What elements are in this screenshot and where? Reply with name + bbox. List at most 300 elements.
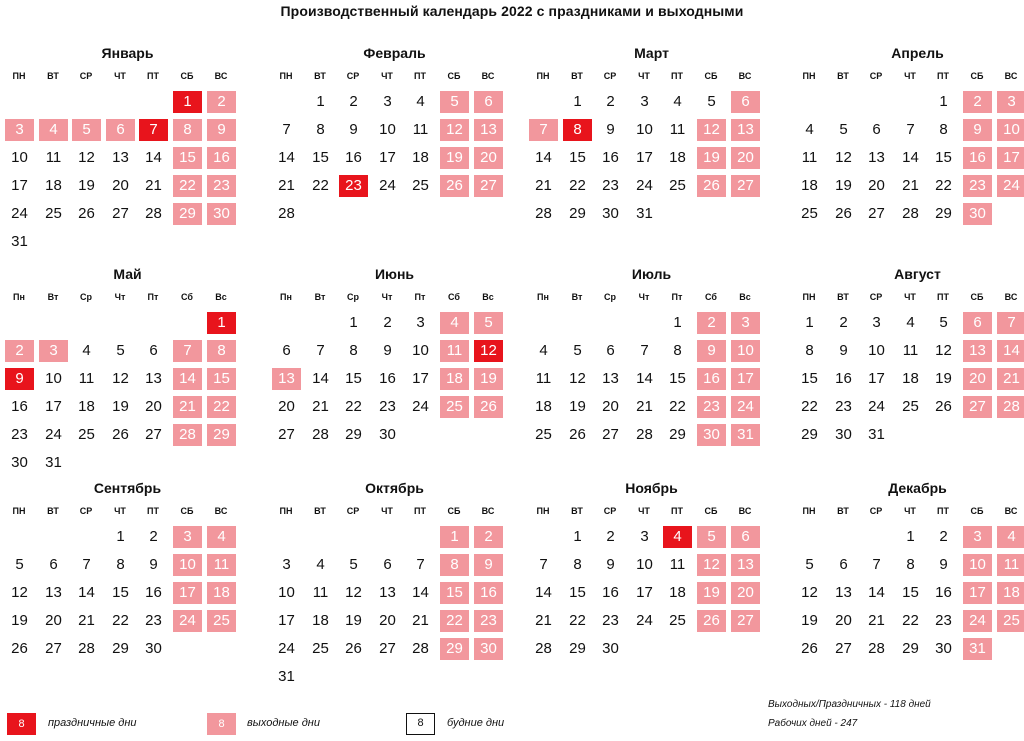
weekday-header: ПН	[802, 292, 816, 302]
day-cell-workday: 30	[145, 640, 162, 657]
day-cell-workday: 18	[45, 177, 62, 194]
day-cell-weekend: 13	[272, 368, 301, 390]
day-cell-workday: 14	[535, 584, 552, 601]
day-cell-workday: 7	[539, 556, 548, 573]
day-cell-workday: 19	[78, 177, 95, 194]
weekday-header: СБ	[447, 506, 461, 516]
day-cell-workday: 13	[112, 149, 129, 166]
day-cell-workday: 14	[535, 149, 552, 166]
day-cell-workday: 9	[149, 556, 158, 573]
weekday-header: Сб	[181, 292, 193, 302]
day-cell-workday: 12	[112, 370, 129, 387]
day-cell-workday: 11	[669, 556, 686, 573]
weekday-header: ПН	[802, 506, 816, 516]
day-cell-workday: 25	[78, 426, 95, 443]
day-cell-weekend: 29	[207, 424, 236, 446]
weekday-header: СБ	[447, 71, 461, 81]
legend-holiday-label: праздничные дни	[48, 717, 137, 729]
month-block	[795, 480, 1024, 700]
weekday-header: СБ	[180, 71, 194, 81]
day-cell-workday: 31	[278, 668, 295, 685]
day-cell-workday: 7	[316, 342, 325, 359]
day-cell-weekend: 6	[474, 91, 503, 113]
weekday-header: Пт	[414, 292, 426, 302]
day-cell-weekend: 10	[731, 340, 760, 362]
weekday-header: СБ	[970, 71, 984, 81]
day-cell-workday: 10	[412, 342, 429, 359]
day-cell-workday: 11	[902, 342, 919, 359]
day-cell-workday: 8	[939, 121, 948, 138]
day-cell-workday: 5	[116, 342, 125, 359]
day-cell-weekend: 3	[997, 91, 1024, 113]
day-cell-workday: 26	[835, 205, 852, 222]
day-cell-workday: 2	[606, 93, 615, 110]
day-cell-weekend: 21	[173, 396, 202, 418]
day-cell-workday: 15	[569, 584, 586, 601]
day-cell-workday: 18	[669, 584, 686, 601]
day-cell-workday: 12	[569, 370, 586, 387]
weekday-header: Чт	[114, 292, 126, 302]
day-cell-weekend: 17	[173, 582, 202, 604]
day-cell-workday: 19	[935, 370, 952, 387]
day-cell-weekend: 19	[474, 368, 503, 390]
day-cell-holiday: 12	[474, 340, 503, 362]
weekday-header: ПН	[536, 71, 550, 81]
day-cell-workday: 24	[379, 177, 396, 194]
day-cell-workday: 21	[312, 398, 329, 415]
weekday-header: СР	[603, 71, 617, 81]
day-cell-workday: 24	[11, 205, 28, 222]
weekday-header: СБ	[704, 506, 718, 516]
day-cell-weekend: 24	[963, 610, 992, 632]
day-cell-workday: 28	[535, 205, 552, 222]
day-cell-workday: 1	[939, 93, 948, 110]
day-cell-holiday: 8	[563, 119, 592, 141]
day-cell-workday: 15	[569, 149, 586, 166]
day-cell-workday: 1	[573, 528, 582, 545]
day-cell-workday: 12	[78, 149, 95, 166]
day-cell-weekend: 29	[173, 203, 202, 225]
weekday-header: ВТ	[571, 506, 583, 516]
day-cell-weekend: 23	[697, 396, 726, 418]
weekday-header: ВТ	[314, 506, 326, 516]
weekday-header: ВС	[214, 71, 228, 81]
day-cell-workday: 5	[349, 556, 358, 573]
weekday-header: ПН	[536, 506, 550, 516]
day-cell-weekend: 7	[529, 119, 558, 141]
day-cell-workday: 17	[412, 370, 429, 387]
day-cell-weekend: 24	[997, 175, 1024, 197]
weekday-header: СР	[869, 71, 883, 81]
day-cell-workday: 10	[868, 342, 885, 359]
day-cell-workday: 25	[412, 177, 429, 194]
day-cell-workday: 19	[11, 612, 28, 629]
weekday-header: Сб	[448, 292, 460, 302]
day-cell-weekend: 8	[173, 119, 202, 141]
day-cell-weekend: 7	[997, 312, 1024, 334]
day-cell-workday: 20	[379, 612, 396, 629]
month-name: Ноябрь	[625, 480, 678, 496]
weekday-header: ПТ	[937, 292, 949, 302]
day-cell-weekend: 16	[697, 368, 726, 390]
day-cell-weekend: 2	[474, 526, 503, 548]
day-cell-weekend: 22	[207, 396, 236, 418]
day-cell-workday: 2	[349, 93, 358, 110]
day-cell-workday: 29	[935, 205, 952, 222]
day-cell-workday: 20	[278, 398, 295, 415]
day-cell-workday: 20	[835, 612, 852, 629]
day-cell-holiday: 1	[207, 312, 236, 334]
day-cell-workday: 27	[45, 640, 62, 657]
weekday-header: ВС	[1004, 71, 1018, 81]
day-cell-workday: 21	[868, 612, 885, 629]
weekday-header: ВТ	[314, 71, 326, 81]
day-cell-workday: 23	[935, 612, 952, 629]
day-cell-weekend: 18	[207, 582, 236, 604]
day-cell-workday: 11	[45, 149, 62, 166]
day-cell-workday: 17	[868, 370, 885, 387]
weekday-header: ПТ	[671, 506, 683, 516]
day-cell-workday: 2	[149, 528, 158, 545]
day-cell-workday: 29	[345, 426, 362, 443]
day-cell-weekend: 4	[39, 119, 68, 141]
weekday-header: Пн	[537, 292, 549, 302]
day-cell-workday: 2	[383, 314, 392, 331]
day-cell-weekend: 20	[731, 147, 760, 169]
day-cell-workday: 21	[78, 612, 95, 629]
day-cell-workday: 11	[412, 121, 429, 138]
weekday-header: ПН	[279, 71, 293, 81]
day-cell-workday: 18	[78, 398, 95, 415]
day-cell-workday: 13	[835, 584, 852, 601]
day-cell-workday: 6	[282, 342, 291, 359]
day-cell-weekend: 20	[963, 368, 992, 390]
weekday-header: ПН	[279, 506, 293, 516]
day-cell-workday: 4	[82, 342, 91, 359]
day-cell-workday: 16	[935, 584, 952, 601]
day-cell-workday: 1	[116, 528, 125, 545]
day-cell-workday: 20	[602, 398, 619, 415]
day-cell-workday: 7	[82, 556, 91, 573]
day-cell-workday: 21	[412, 612, 429, 629]
day-cell-workday: 5	[707, 93, 716, 110]
day-cell-weekend: 29	[440, 638, 469, 660]
day-cell-holiday: 7	[139, 119, 168, 141]
day-cell-weekend: 9	[963, 119, 992, 141]
day-cell-workday: 19	[569, 398, 586, 415]
day-cell-workday: 28	[535, 640, 552, 657]
day-cell-workday: 1	[906, 528, 915, 545]
day-cell-workday: 14	[412, 584, 429, 601]
weekday-header: СР	[869, 506, 883, 516]
weekday-header: СР	[79, 506, 93, 516]
day-cell-weekend: 7	[173, 340, 202, 362]
day-cell-workday: 22	[569, 612, 586, 629]
day-cell-weekend: 2	[5, 340, 34, 362]
weekday-header: ПТ	[414, 71, 426, 81]
day-cell-workday: 15	[801, 370, 818, 387]
day-cell-workday: 9	[606, 121, 615, 138]
day-cell-workday: 29	[669, 426, 686, 443]
page-title: Производственный календарь 2022 с праздниками и выходными	[280, 3, 744, 19]
weekday-header: ЧТ	[638, 71, 650, 81]
day-cell-weekend: 15	[173, 147, 202, 169]
day-cell-workday: 17	[636, 149, 653, 166]
weekday-header: ВС	[738, 71, 752, 81]
weekday-header: ЧТ	[638, 506, 650, 516]
day-cell-workday: 11	[801, 149, 818, 166]
day-cell-workday: 28	[145, 205, 162, 222]
day-cell-workday: 3	[282, 556, 291, 573]
day-cell-workday: 27	[868, 205, 885, 222]
day-cell-weekend: 4	[440, 312, 469, 334]
day-cell-workday: 1	[573, 93, 582, 110]
weekday-header: ВТ	[47, 71, 59, 81]
day-cell-workday: 14	[278, 149, 295, 166]
day-cell-workday: 9	[383, 342, 392, 359]
day-cell-workday: 29	[112, 640, 129, 657]
day-cell-weekend: 23	[963, 175, 992, 197]
day-cell-workday: 25	[669, 612, 686, 629]
day-cell-weekend: 14	[997, 340, 1024, 362]
day-cell-weekend: 13	[963, 340, 992, 362]
month-block	[795, 45, 1024, 265]
weekday-header: ЧТ	[381, 506, 393, 516]
day-cell-workday: 29	[569, 640, 586, 657]
weekday-header: ПТ	[147, 506, 159, 516]
weekday-header: Пн	[280, 292, 292, 302]
day-cell-weekend: 18	[440, 368, 469, 390]
day-cell-weekend: 27	[731, 610, 760, 632]
day-cell-workday: 19	[345, 612, 362, 629]
day-cell-workday: 1	[349, 314, 358, 331]
day-cell-workday: 22	[345, 398, 362, 415]
day-cell-workday: 14	[902, 149, 919, 166]
day-cell-workday: 26	[78, 205, 95, 222]
day-cell-workday: 21	[535, 177, 552, 194]
day-cell-workday: 28	[902, 205, 919, 222]
day-cell-workday: 14	[145, 149, 162, 166]
day-cell-weekend: 22	[173, 175, 202, 197]
weekday-header: Вс	[482, 292, 494, 302]
day-cell-workday: 31	[45, 454, 62, 471]
day-cell-workday: 27	[145, 426, 162, 443]
weekday-header: ПН	[12, 71, 26, 81]
day-cell-workday: 18	[412, 149, 429, 166]
day-cell-workday: 8	[316, 121, 325, 138]
day-cell-workday: 19	[835, 177, 852, 194]
day-cell-weekend: 15	[207, 368, 236, 390]
day-cell-workday: 2	[839, 314, 848, 331]
day-cell-weekend: 16	[207, 147, 236, 169]
day-cell-workday: 4	[673, 93, 682, 110]
day-cell-weekend: 26	[697, 175, 726, 197]
month-name: Июль	[631, 266, 672, 282]
day-cell-workday: 23	[11, 426, 28, 443]
day-cell-weekend: 31	[731, 424, 760, 446]
day-cell-workday: 15	[669, 370, 686, 387]
day-cell-workday: 9	[349, 121, 358, 138]
day-cell-workday: 2	[939, 528, 948, 545]
day-cell-weekend: 13	[731, 119, 760, 141]
day-cell-workday: 19	[112, 398, 129, 415]
day-cell-workday: 16	[602, 149, 619, 166]
weekday-header: ВТ	[837, 506, 849, 516]
day-cell-workday: 26	[112, 426, 129, 443]
weekday-header: ВТ	[837, 292, 849, 302]
month-block	[529, 480, 774, 700]
day-cell-workday: 10	[636, 556, 653, 573]
weekday-header: ПН	[802, 71, 816, 81]
day-cell-workday: 4	[539, 342, 548, 359]
day-cell-weekend: 11	[207, 554, 236, 576]
day-cell-weekend: 6	[963, 312, 992, 334]
day-cell-workday: 4	[906, 314, 915, 331]
day-cell-weekend: 5	[697, 526, 726, 548]
day-cell-workday: 1	[673, 314, 682, 331]
day-cell-workday: 30	[11, 454, 28, 471]
day-cell-workday: 24	[45, 426, 62, 443]
day-cell-workday: 25	[669, 177, 686, 194]
day-cell-workday: 30	[835, 426, 852, 443]
day-cell-workday: 22	[902, 612, 919, 629]
day-cell-workday: 10	[636, 121, 653, 138]
day-cell-weekend: 1	[440, 526, 469, 548]
month-block	[272, 45, 517, 265]
day-cell-weekend: 3	[731, 312, 760, 334]
day-cell-weekend: 6	[731, 526, 760, 548]
day-cell-workday: 10	[11, 149, 28, 166]
day-cell-workday: 7	[872, 556, 881, 573]
day-cell-workday: 11	[312, 584, 329, 601]
day-cell-weekend: 19	[697, 582, 726, 604]
day-cell-workday: 25	[312, 640, 329, 657]
day-cell-workday: 5	[15, 556, 24, 573]
month-name: Февраль	[363, 45, 426, 61]
day-cell-weekend: 20	[474, 147, 503, 169]
day-cell-workday: 7	[282, 121, 291, 138]
weekday-header: ЧТ	[904, 71, 916, 81]
weekday-header: ЧТ	[114, 506, 126, 516]
day-cell-workday: 3	[640, 93, 649, 110]
day-cell-weekend: 27	[474, 175, 503, 197]
day-cell-workday: 31	[636, 205, 653, 222]
day-cell-weekend: 6	[106, 119, 135, 141]
day-cell-weekend: 19	[440, 147, 469, 169]
month-block	[795, 266, 1024, 486]
day-cell-workday: 8	[573, 556, 582, 573]
day-cell-weekend: 30	[207, 203, 236, 225]
day-cell-workday: 24	[868, 398, 885, 415]
day-cell-workday: 12	[345, 584, 362, 601]
day-cell-weekend: 26	[474, 396, 503, 418]
day-cell-workday: 8	[805, 342, 814, 359]
weekday-header: ЧТ	[114, 71, 126, 81]
day-cell-workday: 15	[112, 584, 129, 601]
weekday-header: Ср	[604, 292, 616, 302]
day-cell-workday: 1	[805, 314, 814, 331]
day-cell-weekend: 31	[963, 638, 992, 660]
day-cell-weekend: 6	[731, 91, 760, 113]
day-cell-workday: 10	[379, 121, 396, 138]
day-cell-weekend: 17	[997, 147, 1024, 169]
day-cell-weekend: 9	[697, 340, 726, 362]
legend-workday-swatch: 8	[406, 713, 435, 735]
day-cell-weekend: 4	[207, 526, 236, 548]
day-cell-workday: 25	[902, 398, 919, 415]
day-cell-weekend: 12	[697, 119, 726, 141]
day-cell-weekend: 24	[173, 610, 202, 632]
month-name: Январь	[101, 45, 154, 61]
day-cell-workday: 1	[316, 93, 325, 110]
weekday-header: ЧТ	[381, 71, 393, 81]
day-cell-workday: 29	[902, 640, 919, 657]
weekday-header: СБ	[970, 506, 984, 516]
day-cell-weekend: 17	[731, 368, 760, 390]
day-cell-workday: 18	[902, 370, 919, 387]
day-cell-workday: 3	[872, 314, 881, 331]
day-cell-weekend: 11	[440, 340, 469, 362]
summary-days-off: Выходных/Праздничных - 118 дней	[768, 699, 931, 710]
day-cell-weekend: 10	[997, 119, 1024, 141]
day-cell-weekend: 28	[173, 424, 202, 446]
day-cell-workday: 5	[805, 556, 814, 573]
day-cell-workday: 9	[606, 556, 615, 573]
day-cell-workday: 12	[801, 584, 818, 601]
day-cell-weekend: 12	[697, 554, 726, 576]
weekday-header: Чт	[638, 292, 650, 302]
weekday-header: ПТ	[147, 71, 159, 81]
month-name: Сентябрь	[93, 480, 162, 496]
day-cell-weekend: 15	[440, 582, 469, 604]
day-cell-weekend: 30	[697, 424, 726, 446]
day-cell-workday: 23	[379, 398, 396, 415]
day-cell-workday: 4	[416, 93, 425, 110]
day-cell-workday: 8	[906, 556, 915, 573]
day-cell-workday: 13	[145, 370, 162, 387]
day-cell-weekend: 8	[207, 340, 236, 362]
day-cell-workday: 5	[573, 342, 582, 359]
day-cell-workday: 20	[45, 612, 62, 629]
day-cell-workday: 24	[636, 177, 653, 194]
day-cell-weekend: 3	[39, 340, 68, 362]
day-cell-workday: 15	[312, 149, 329, 166]
day-cell-workday: 24	[412, 398, 429, 415]
month-block	[529, 266, 774, 486]
day-cell-holiday: 9	[5, 368, 34, 390]
day-cell-workday: 26	[11, 640, 28, 657]
month-block	[5, 45, 250, 265]
day-cell-workday: 20	[112, 177, 129, 194]
day-cell-weekend: 5	[440, 91, 469, 113]
day-cell-workday: 28	[412, 640, 429, 657]
day-cell-weekend: 13	[731, 554, 760, 576]
day-cell-workday: 22	[112, 612, 129, 629]
day-cell-workday: 6	[839, 556, 848, 573]
month-name: Март	[634, 45, 669, 61]
day-cell-weekend: 20	[731, 582, 760, 604]
day-cell-weekend: 2	[963, 91, 992, 113]
day-cell-workday: 5	[939, 314, 948, 331]
day-cell-workday: 24	[278, 640, 295, 657]
day-cell-workday: 10	[45, 370, 62, 387]
summary-work-days: Рабочих дней - 247	[768, 718, 858, 729]
day-cell-workday: 13	[602, 370, 619, 387]
day-cell-weekend: 18	[997, 582, 1024, 604]
day-cell-workday: 9	[939, 556, 948, 573]
weekday-header: СР	[603, 506, 617, 516]
day-cell-weekend: 24	[731, 396, 760, 418]
